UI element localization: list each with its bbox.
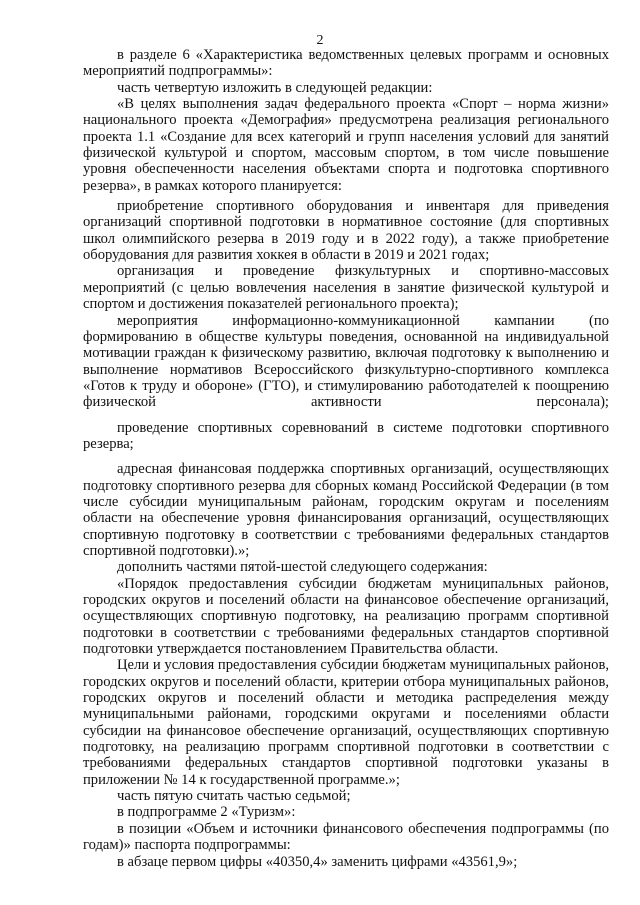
paragraph-first-abzac: в абзаце первом цифры «40350,4» заменить цифрами «43561,9»; — [117, 853, 518, 870]
paragraph-subsidy-goals: Цели и условия предоставления субсидии бюджетам муниципальных районов, городских округов и поселений области, критерии отбора муниципальных районов, городских округов и поселений области и методика распределения между муниципальными районами, городскими округами и поселениями области субсидии на финансовое обеспечение организаций, осуществляющих спортивную подготовку, на реализацию программ спортивной подготовки в соответствии с требованиями федеральных стандартов спортивной подготовки указаны в приложении № 14 к государственной программе.»; — [83, 657, 609, 788]
paragraph-part4-instruction: часть четвертую изложить в следующей редакции: — [117, 79, 433, 96]
paragraph-info-campaign: мероприятия информационно-коммуникационной кампании (по формированию в обществе культуры поведения, основанной на индивидуальной мотивации граждан к физическому развитию, включая подготовку к выполнению и выполнение нормативов Всероссийского физкультурно-спортивного комплекса «Готов к труду и обороне» (ГТО), и стимулированию работодателей к поощрению физической активности персонала); — [83, 312, 609, 411]
paragraph-section6-intro: в разделе 6 «Характеристика ведомственных целевых программ и основных мероприятий подпрограммы»: — [83, 47, 609, 80]
paragraph-equipment: приобретение спортивного оборудования и инвентаря для приведения организаций спортивной подготовки в нормативное состояние (для спортивных школ олимпийского резерва в 2019 году и в 2022 году), а также приобретение оборудования для развития хоккея в области в 2019 и 2021 годах; — [83, 198, 609, 264]
paragraph-subsidy-order: «Порядок предоставления субсидии бюджетам муниципальных районов, городских округов и поселений области на финансовое обеспечение организаций, осуществляющих спортивную подготовку, на реализацию программ спортивной подготовки в соответствии с требованиями федеральных стандартов спортивной подготовки утверждается постановлением Правительства области. — [83, 575, 609, 658]
page-number: 2 — [316, 33, 324, 48]
paragraph-competitions: проведение спортивных соревнований в системе подготовки спортивного резерва; — [83, 419, 609, 452]
paragraph-subprogram2: в подпрограмме 2 «Туризм»: — [117, 804, 296, 821]
document-body — [83, 47, 609, 870]
paragraph-federal-project: «В целях выполнения задач федерального проекта «Спорт – норма жизни» национального проекта «Демография» предусмотрена реализация регионального проекта 1.1 «Создание для всех категорий и групп населения условий для занятий физической культурой и спортом, массовым спортом, в том числе повышение уровня обеспеченности населения объектами спорта и подготовка спортивного резерва», в рамках которого планируется: — [83, 96, 609, 194]
paragraph-financial-support: адресная финансовая поддержка спортивных организаций, осуществляющих подготовку спортивного резерва для сборных команд Российской Федерации (в том числе субсидии муниципальным районам, городским округам и поселениям области на обеспечение уровня финансирования организаций, осуществляющих спортивную подготовку в соответствии с требованиями федеральных стандартов спортивной подготовки).»; — [83, 461, 609, 559]
paragraph-funding-position: в позиции «Объем и источники финансового обеспечения подпрограммы (по годам)» паспорта подпрограммы: — [83, 820, 609, 854]
paragraph-add-parts: дополнить частями пятой-шестой следующего содержания: — [117, 559, 488, 576]
paragraph-part5-rename: часть пятую считать частью седьмой; — [117, 788, 351, 805]
paragraph-events: организация и проведение физкультурных и спортивно-массовых мероприятий (с целью вовлечения населения в занятие физической культурой и спортом и достижения показателей регионального проекта); — [83, 263, 609, 313]
